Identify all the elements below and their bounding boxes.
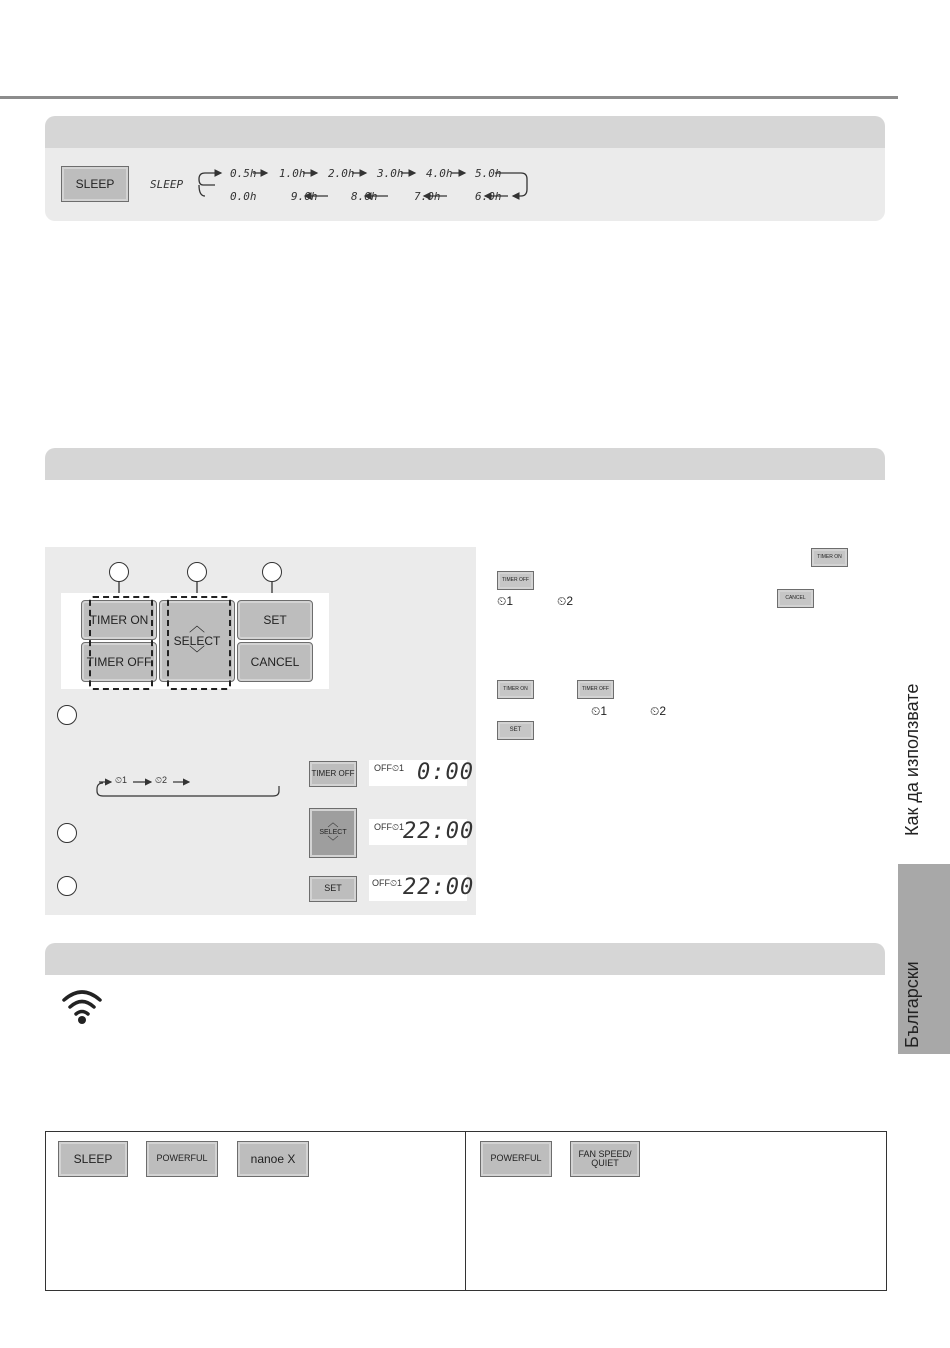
step1-lcd-prefix: OFF⏲1: [374, 763, 405, 773]
table-powerful-button-2[interactable]: POWERFUL: [480, 1141, 552, 1177]
sleep-panel: [45, 148, 885, 221]
sleep-seq-1: 0.5h: [230, 167, 257, 180]
inline-clock-1b: ⏲1: [591, 704, 608, 718]
table-fanspeed-button[interactable]: FAN SPEED/ QUIET: [570, 1141, 640, 1177]
step2-lcd-value: 22:00: [403, 819, 475, 844]
inline-clock-2: ⏲2: [557, 594, 574, 608]
table-nanoe-button[interactable]: nanoe X: [237, 1141, 309, 1177]
compatibility-table: [45, 1131, 887, 1291]
sleep-section-header: [45, 116, 885, 148]
step1-lcd: [369, 760, 474, 786]
timer-on-button[interactable]: TIMER ON: [81, 600, 157, 640]
sleep-seq-bottom-2: 9.0h: [291, 190, 318, 203]
table-powerful-button[interactable]: POWERFUL: [146, 1141, 218, 1177]
sidebar-section-label: Как да използвате: [902, 684, 922, 837]
sidebar-language-label: Български: [902, 961, 922, 1048]
sleep-seq-4: 3.0h: [377, 167, 404, 180]
inline-clock-1: ⏲1: [497, 594, 514, 608]
step3-lcd-value: 22:00: [403, 875, 475, 900]
header-rule: [0, 96, 898, 99]
cycle-clock-2: ⏲2: [155, 775, 168, 785]
step2-chevron-down-icon: ﹀: [327, 835, 339, 848]
step3-set-button[interactable]: SET: [309, 876, 357, 902]
cancel-button[interactable]: CANCEL: [237, 642, 313, 682]
timer-section-header: [45, 448, 885, 480]
chevron-down-icon: ﹀: [188, 646, 205, 664]
timer-diagram-panel: [45, 547, 476, 915]
table-divider: [465, 1132, 466, 1290]
cycle-clock-1: ⏲1: [115, 775, 128, 785]
sleep-seq-6: 5.0h: [475, 167, 502, 180]
sleep-seq-3: 2.0h: [328, 167, 355, 180]
step-circle-3: [57, 876, 77, 896]
inline-timer-on-button-2[interactable]: TIMER ON: [497, 680, 534, 699]
network-section-header: [45, 943, 885, 975]
step1-lcd-value: 0:00: [417, 760, 474, 785]
step2-chevron-up-icon: ︿: [327, 817, 339, 830]
sleep-seq-2: 1.0h: [279, 167, 306, 180]
timer-off-button[interactable]: TIMER OFF: [81, 642, 157, 682]
wifi-icon: [60, 986, 104, 1026]
step-circle-2: [57, 823, 77, 843]
chevron-up-icon: ︿: [188, 617, 205, 635]
sleep-seq-bottom-5: 6.0h: [475, 190, 502, 203]
sleep-lcd-label: SLEEP: [150, 178, 184, 191]
step3-lcd: [369, 875, 475, 901]
inline-timer-off-button[interactable]: TIMER OFF: [497, 571, 534, 590]
table-sleep-button[interactable]: SLEEP: [58, 1141, 128, 1177]
step-circle-1: [57, 705, 77, 725]
set-button[interactable]: SET: [237, 600, 313, 640]
sleep-seq-bottom-3: 8.0h: [351, 190, 378, 203]
sleep-seq-bottom-4: 7.0h: [414, 190, 441, 203]
inline-set-button[interactable]: SET: [497, 721, 534, 740]
sleep-seq-bottom-1: 0.0h: [230, 190, 257, 203]
sidebar-language-tab[interactable]: [898, 864, 950, 1054]
step3-lcd-prefix: OFF⏲1: [372, 878, 403, 888]
inline-timer-on-button[interactable]: TIMER ON: [811, 548, 848, 567]
inline-timer-off-button-2[interactable]: TIMER OFF: [577, 680, 614, 699]
step2-lcd: [369, 819, 475, 845]
timer-buttons-highlight: [89, 596, 153, 690]
sleep-button[interactable]: SLEEP: [61, 166, 129, 202]
step2-select-button[interactable]: [309, 808, 357, 858]
inline-clock-2b: ⏲2: [650, 704, 667, 718]
step1-timer-off-button[interactable]: TIMER OFF: [309, 761, 357, 787]
select-label: SELECT: [173, 633, 221, 648]
step2-select-label: SELECT: [319, 829, 347, 837]
step2-lcd-prefix: OFF⏲1: [374, 822, 405, 832]
inline-cancel-button[interactable]: CANCEL: [777, 589, 814, 608]
select-button-highlight: [167, 596, 231, 690]
sleep-seq-5: 4.0h: [426, 167, 453, 180]
